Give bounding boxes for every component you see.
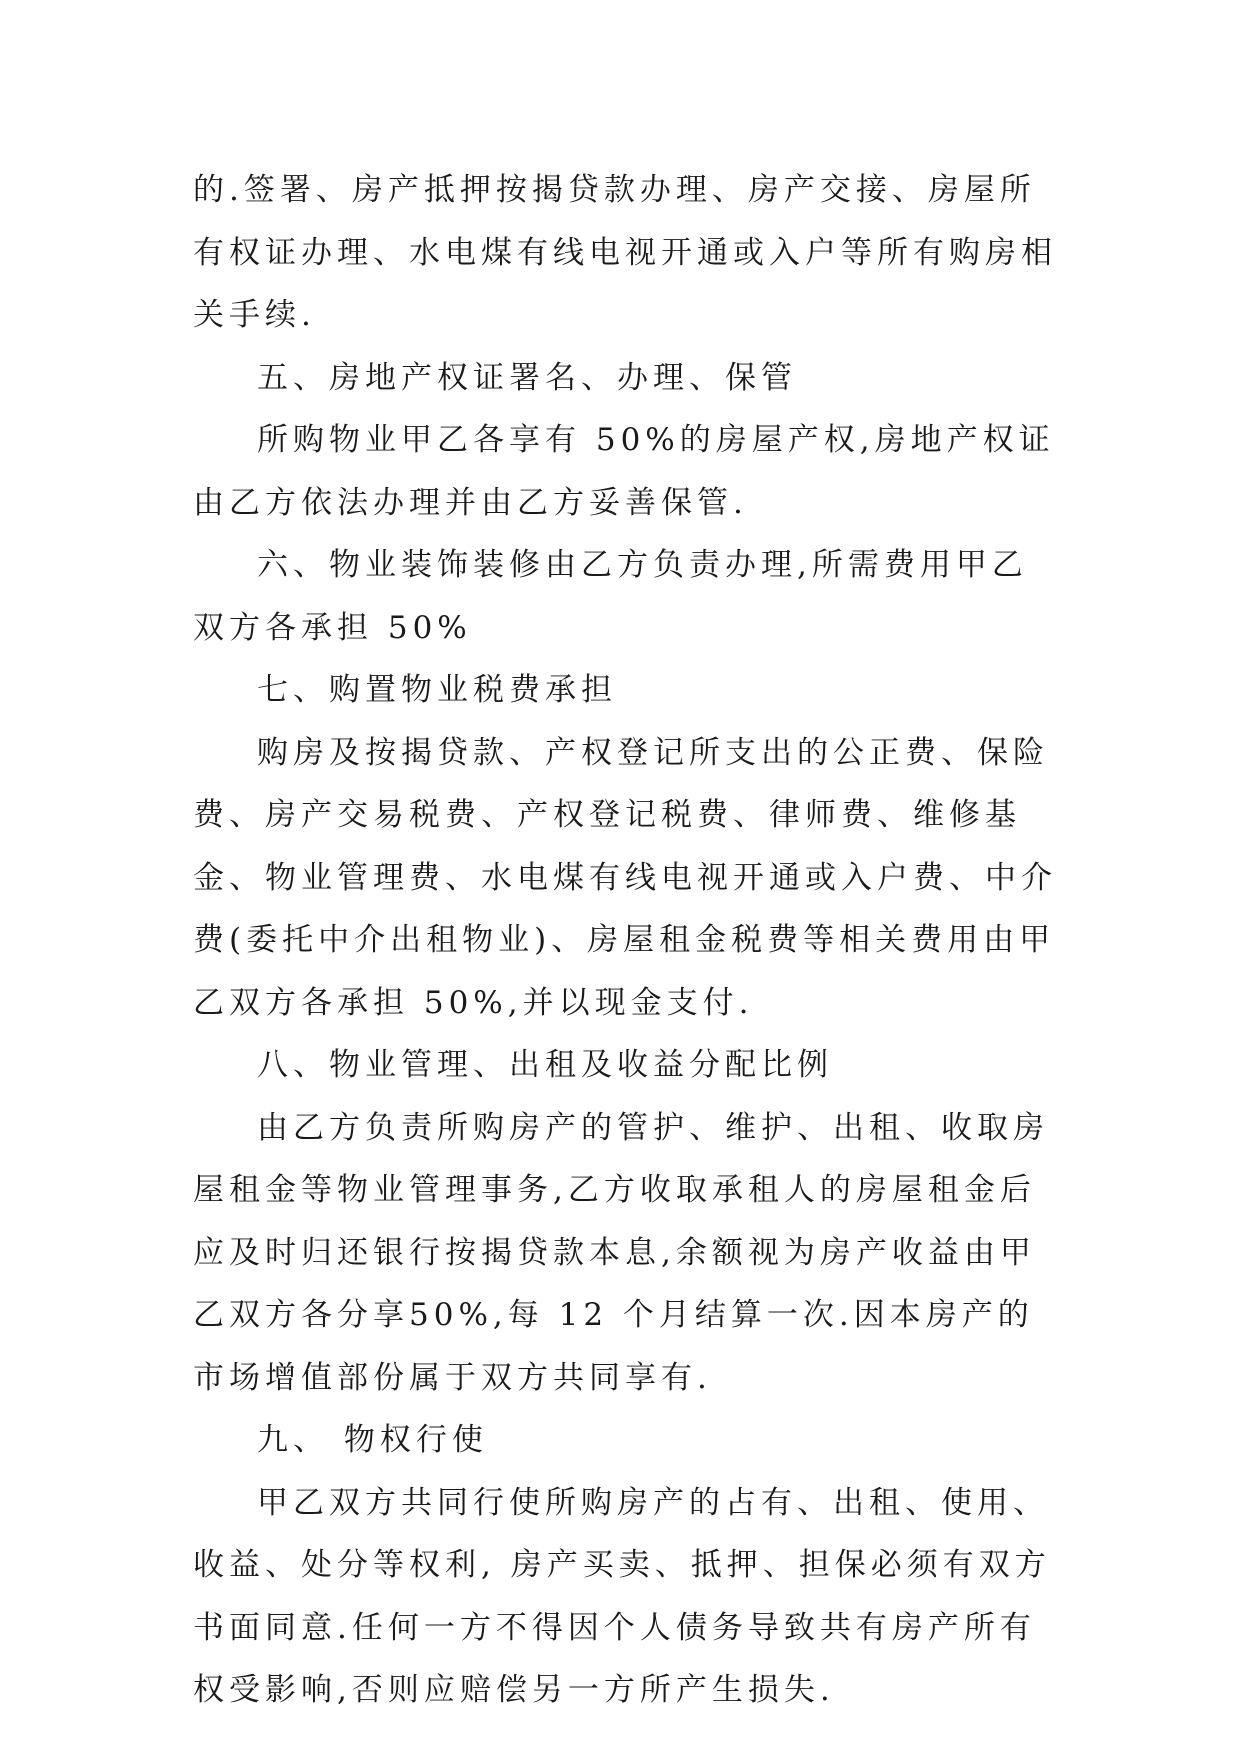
section-heading-8: 八、物业管理、出租及收益分配比例	[257, 1047, 833, 1083]
document-body	[193, 159, 1063, 1722]
paragraph-management: 由乙方负责所购房产的管护、维护、出租、收取房屋租金等物业管理事务,乙方收取承租人的房屋租金后应及时归还银行按揭贷款本息,余额视为房产收益由甲乙双方各分享50%,每 12 个月结算一次.因本房产的市场增值部份属于双方共同享有.	[193, 1109, 1049, 1396]
section-heading-5: 五、房地产权证署名、办理、保管	[257, 359, 797, 396]
paragraph-property-share: 所购物业甲乙各享有 50%的房屋产权,房地产权证由乙方依法办理并由乙方妥善保管.	[193, 422, 1055, 521]
paragraph-property-rights: 甲乙双方共同行使所购房产的占有、出租、使用、收益、处分等权利, 房产买卖、抵押、担保必须有双方书面同意.任何一方不得因个人债务导致共有房产所有权受影响,否则应赔偿另一方所产生损失.	[193, 1484, 1051, 1708]
section-heading-9: 九、 物权行使	[257, 1422, 488, 1458]
section-heading-6: 六、物业装饰装修由乙方负责办理,所需费用甲乙双方各承担 50%	[193, 547, 1028, 646]
paragraph-tax-fees: 购房及按揭贷款、产权登记所支出的公正费、保险费、房产交易税费、产权登记税费、律师费、维修基金、物业管理费、水电煤有线电视开通或入户费、中介费(委托中介出租物业)、房屋租金税费等相关费用由甲乙双方各承担 50%,并以现金支付.	[193, 734, 1057, 1021]
paragraph-continuation: 的.签署、房产抵押按揭贷款办理、房产交接、房屋所有权证办理、水电煤有线电视开通或入户等所有购房相关手续.	[193, 172, 1057, 333]
section-heading-7: 七、购置物业税费承担	[257, 672, 617, 708]
